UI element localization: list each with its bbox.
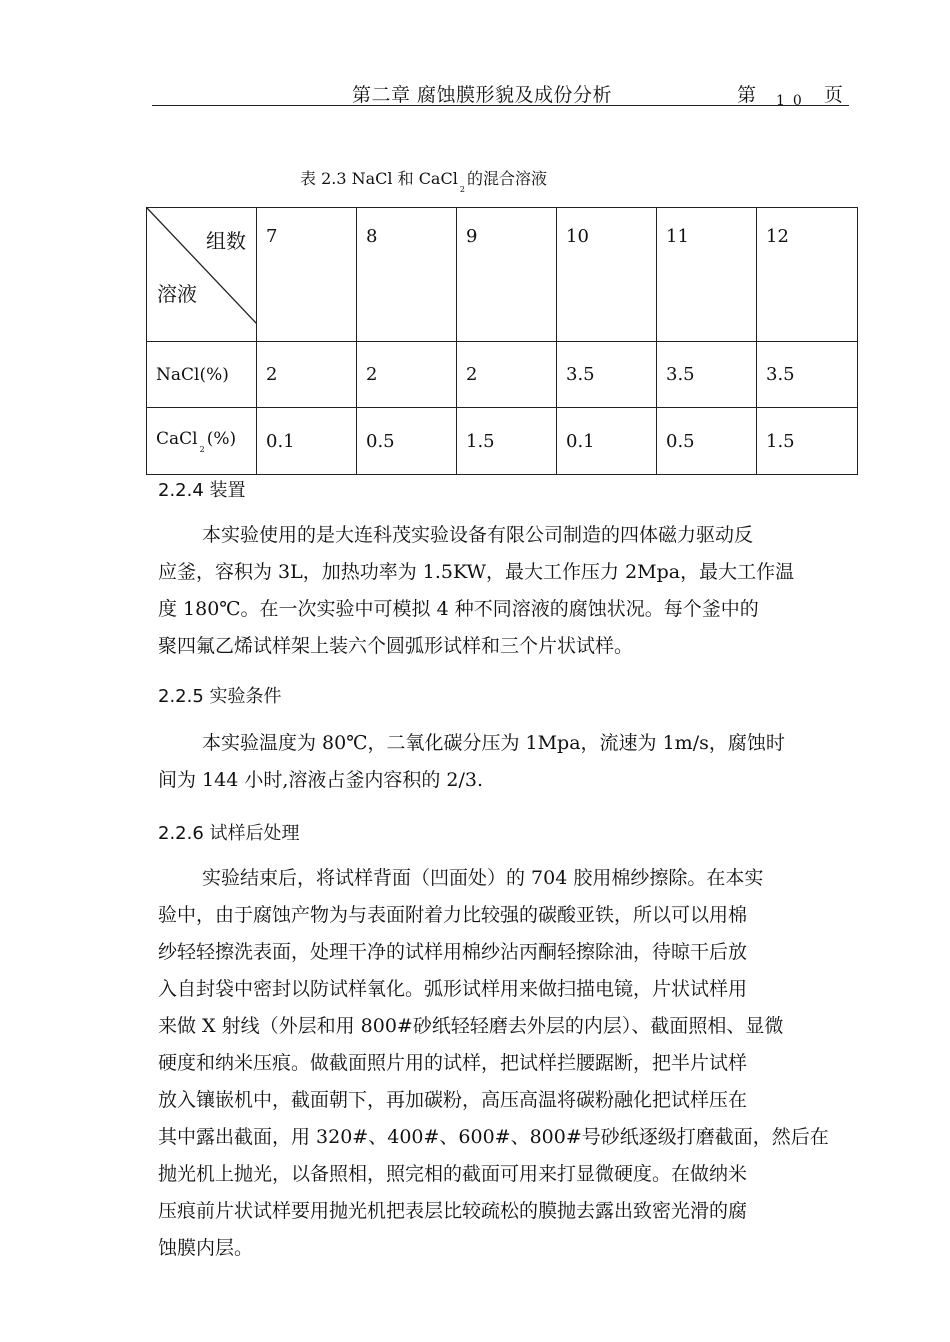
table-row-nacl (147, 342, 858, 408)
paragraph-line: 硬度和纳米压痕。做截面照片用的试样，把试样拦腰踞断，把半片试样 (158, 1052, 748, 1074)
page-prefix: 第 (737, 84, 757, 106)
paragraph-line: 应釜，容积为 3L，加热功率为 1.5KW，最大工作压力 2Mpa，最大工作温 (158, 561, 795, 583)
column-header: 7 (257, 208, 357, 342)
page-indicator (737, 80, 843, 107)
section-heading-post-treatment: 2.2.6 试样后处理 (158, 823, 300, 844)
column-header: 9 (457, 208, 557, 342)
paragraph-line: 本实验温度为 80℃，二氧化碳分压为 1Mpa，流速为 1m/s，腐蚀时 (202, 732, 785, 754)
caption-subscript: 2 (459, 185, 465, 194)
paragraph-line: 入自封袋中密封以防试样氧化。弧形试样用来做扫描电镜，片状试样用 (158, 978, 748, 1000)
caption-text-end: 的混合溶液 (466, 169, 547, 188)
paragraph-line: 聚四氟乙烯试样架上装六个圆弧形试样和三个片状试样。 (158, 635, 634, 657)
table-cell: 0.1 (557, 408, 657, 475)
row-label-text: CaCl (156, 428, 198, 449)
table-cell: 0.1 (257, 408, 357, 475)
paragraph-line: 其中露出截面，用 320#、400#、600#、800#号砂纸逐级打磨截面，然后在 (158, 1126, 829, 1148)
table-cell: 2 (457, 342, 557, 408)
table-cell: 2 (357, 342, 457, 408)
table-cell: 1.5 (757, 408, 858, 475)
page-suffix: 页 (823, 84, 843, 106)
table-cell: 0.5 (357, 408, 457, 475)
mixed-solution-table (146, 207, 858, 475)
table-row-cacl2 (147, 408, 858, 475)
header-rule (152, 105, 849, 106)
table-cell: 1.5 (457, 408, 557, 475)
corner-label-solution: 溶液 (157, 282, 197, 306)
table-cell: 3.5 (757, 342, 858, 408)
paragraph-conditions (158, 725, 848, 799)
row-label-subscript: 2 (199, 444, 205, 454)
paragraph-line: 实验结束后，将试样背面（凹面处）的 704 胶用棉纱擦除。在本实 (202, 867, 764, 889)
column-header: 8 (357, 208, 457, 342)
table-header-row (147, 208, 858, 342)
paragraph-line: 间为 144 小时,溶液占釜内容积的 2/3. (158, 769, 484, 791)
corner-cell (147, 208, 257, 342)
chapter-title: 第二章 腐蚀膜形貌及成份分析 (352, 84, 613, 106)
paragraph-post-treatment (158, 860, 848, 1267)
table-cell: 2 (257, 342, 357, 408)
table-cell: 0.5 (657, 408, 757, 475)
row-label-text: NaCl(%) (156, 364, 229, 385)
corner-label-groups: 组数 (206, 229, 246, 253)
paragraph-line: 本实验使用的是大连科茂实验设备有限公司制造的四体磁力驱动反 (202, 524, 754, 546)
paragraph-line: 纱轻轻擦洗表面，处理干净的试样用棉纱沾丙酮轻擦除油，待晾干后放 (158, 941, 748, 963)
paragraph-line: 压痕前片状试样要用抛光机把表层比较疏松的膜抛去露出致密光滑的腐 (158, 1200, 748, 1222)
paragraph-line: 抛光机上抛光，以备照相，照完相的截面可用来打显微硬度。在做纳米 (158, 1163, 748, 1185)
caption-text: 表 2.3 NaCl 和 CaCl (300, 169, 458, 188)
table-cell: 3.5 (557, 342, 657, 408)
row-label (147, 342, 257, 408)
paragraph-apparatus (158, 517, 848, 665)
section-heading-conditions: 2.2.5 实验条件 (158, 686, 282, 707)
table-caption (300, 166, 547, 194)
row-label-unit: (%) (206, 428, 237, 449)
column-header: 10 (557, 208, 657, 342)
paragraph-line: 蚀膜内层。 (158, 1237, 254, 1259)
row-label (147, 408, 257, 475)
paragraph-line: 度 180℃。在一次实验中可模拟 4 种不同溶液的腐蚀状况。每个釜中的 (158, 598, 759, 620)
column-header: 11 (657, 208, 757, 342)
paragraph-line: 验中，由于腐蚀产物为与表面附着力比较强的碳酸亚铁，所以可以用棉 (158, 904, 748, 926)
column-header: 12 (757, 208, 858, 342)
section-heading-apparatus: 2.2.4 装置 (158, 480, 246, 501)
page-number: 10 (776, 93, 810, 109)
table-cell: 3.5 (657, 342, 757, 408)
paragraph-line: 来做 X 射线（外层和用 800#砂纸轻轻磨去外层的内层）、截面照相、显微 (158, 1015, 784, 1037)
paragraph-line: 放入镶嵌机中，截面朝下，再加碳粉，高压高温将碳粉融化把试样压在 (158, 1089, 748, 1111)
